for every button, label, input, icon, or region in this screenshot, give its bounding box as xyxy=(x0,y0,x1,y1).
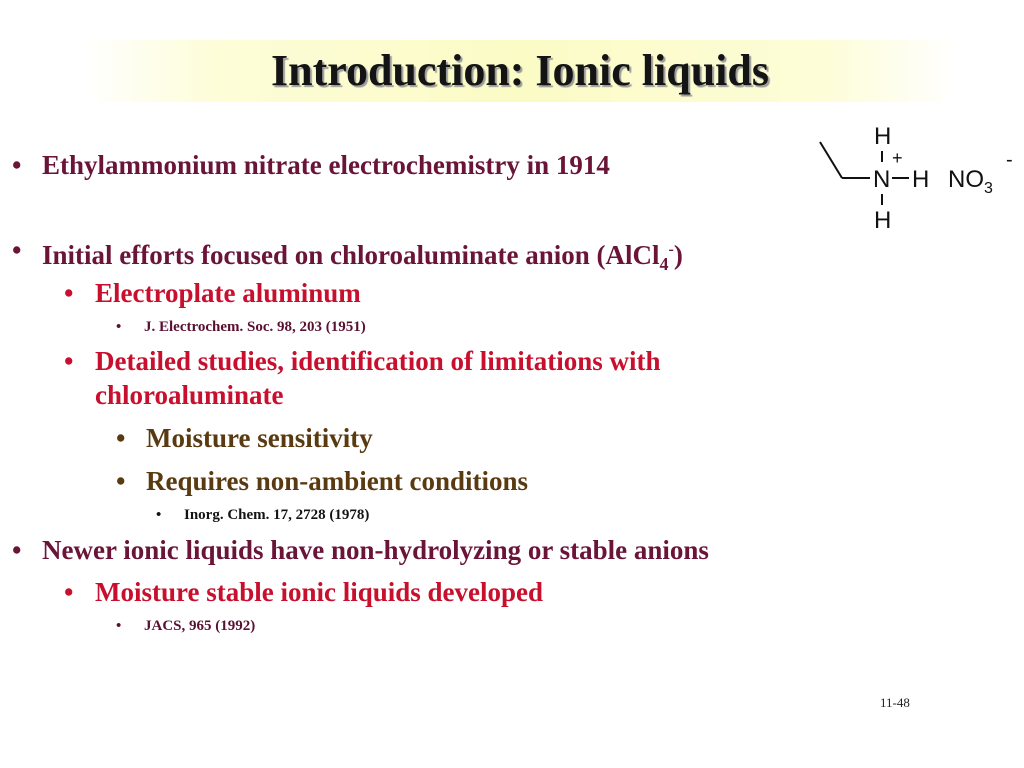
bullet-dot: • xyxy=(64,278,74,308)
bullet-detailed-studies-line2: chloroaluminate xyxy=(95,380,284,410)
bullet-non-ambient: Requires non-ambient conditions xyxy=(146,466,529,496)
slide-number: 11-48 xyxy=(880,695,910,710)
bullet-dot: • xyxy=(116,423,126,453)
slide-title: Introduction: Ionic liquids xyxy=(270,46,769,95)
bullet-dot: • xyxy=(12,535,22,565)
anion-charge: - xyxy=(1006,149,1013,171)
nitrate-anion: $NO_3$ xyxy=(948,166,993,197)
bullet-moisture-sensitivity: Moisture sensitivity xyxy=(146,423,373,453)
bullet-ethylammonium: Ethylammonium nitrate electrochemistry in 1914 xyxy=(42,150,610,180)
reference-jacs: JACS, 965 (1992) xyxy=(144,618,256,634)
bullet-electroplate: Electroplate aluminum xyxy=(95,278,361,308)
bullet-newer-ionic-liquids: Newer ionic liquids have non-hydrolyzing or stable anions xyxy=(42,535,709,565)
bullet-dot: • xyxy=(12,150,22,180)
bullet-dot: • xyxy=(156,507,162,523)
nitrogen-atom: N xyxy=(873,166,891,193)
reference-inorg-chem: Inorg. Chem. 17, 2728 (1978) xyxy=(184,507,370,523)
bullet-dot: • xyxy=(116,466,126,496)
bullet-moisture-stable: Moisture stable ionic liquids developed xyxy=(95,577,544,607)
reference-electrochem: J. Electrochem. Soc. 98, 203 (1951) xyxy=(144,319,366,335)
bullet-chloroaluminate: Initial efforts focused on chloroaluminate anion (AlCl$_4$-) xyxy=(42,240,683,274)
bullet-detailed-studies-line1: Detailed studies, identification of limitations with xyxy=(95,346,661,376)
hydrogen-top: H xyxy=(874,123,892,150)
charge-plus: + xyxy=(892,148,903,168)
bullet-dot: • xyxy=(64,577,74,607)
hydrogen-bottom: H xyxy=(874,207,892,234)
hydrogen-right: H xyxy=(912,166,930,193)
bullet-dot: • xyxy=(64,346,74,376)
bullet-dot: • xyxy=(12,235,22,265)
ethylammonium-nitrate-structure xyxy=(812,120,1024,234)
ethyl-bond-1 xyxy=(820,142,842,178)
bullet-dot: • xyxy=(116,319,122,335)
bullet-dot: • xyxy=(116,618,122,634)
